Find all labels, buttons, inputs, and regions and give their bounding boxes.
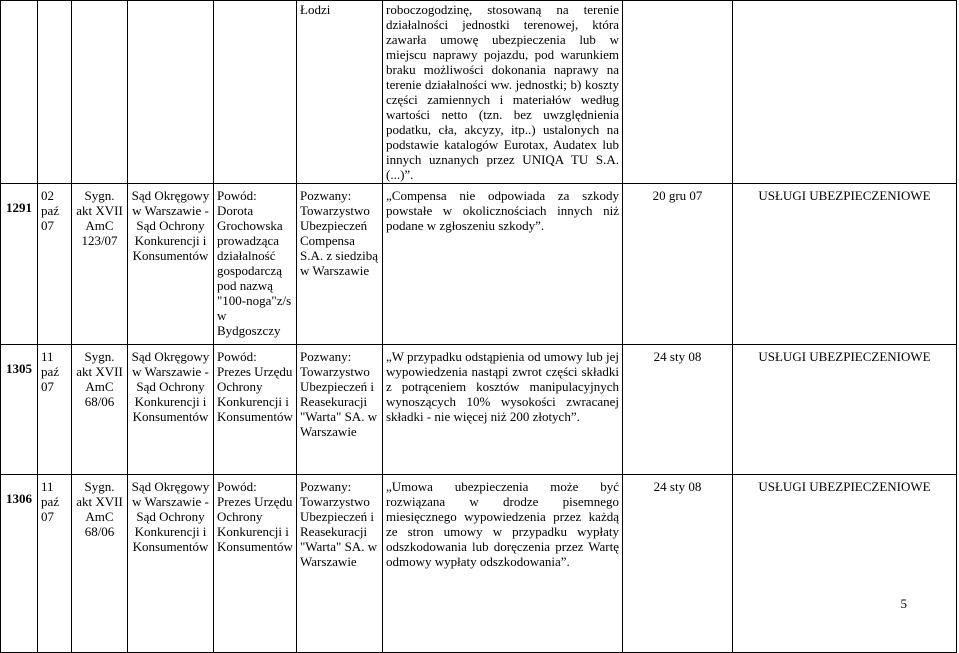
plaintiff: Powód: Dorota Grochowska prowadząca działalność gospodarczą pod nazwą "100-noga"z/s w Bydgoszczy xyxy=(214,184,297,345)
branch xyxy=(733,1,957,184)
defendant: Pozwany: Towarzystwo Ubezpieczeń Compensa S.A. z siedzibą w Warszawie xyxy=(297,184,383,345)
page-number: 5 xyxy=(900,596,907,611)
branch: USŁUGI UBEZPIECZENIOWE xyxy=(733,345,957,475)
clause-text: „Compensa nie odpowiada za szkody powstałe w okolicznościach innych niż podane w zgłoszeniu szkody”. xyxy=(383,184,623,345)
plaintiff: Powód: Prezes Urzędu Ochrony Konkurencji i Konsumentów xyxy=(214,475,297,653)
branch: USŁUGI UBEZPIECZENIOWE xyxy=(733,184,957,345)
case-signature: Sygn. akt XVII AmC 68/06 xyxy=(72,475,128,653)
entry-number: 1306 xyxy=(1,475,38,653)
table-row xyxy=(1,345,957,475)
court-name xyxy=(128,1,214,184)
clause-text: „W przypadku odstąpienia od umowy lub jej wypowiedzenia nastąpi zwrot części składki z potrąceniem kosztów manipulacyjnych wynoszących 10% wysokości zwracanej składki - nie więcej niż 200 złotych”. xyxy=(383,345,623,475)
ruling-date: 11 paź 07 xyxy=(38,345,72,475)
entry-number: 1305 xyxy=(1,345,38,475)
ruling-date: 11 paź 07 xyxy=(38,475,72,653)
clause-text: roboczogodzinę, stosowaną na terenie działalności jednostki terenowej, która zawarła umowę ubezpieczenia lub w miejscu naprawy pojazdu, pod warunkiem braku możliwości dokonania naprawy na terenie działalności ww. jednostki; b) koszty części zamiennych i materiałów według wartości netto (tzn. bez uwzględnienia podatku, cła, akcyzy, itp..) ustalonych na podstawie katalogów Eurotax, Audatex lub innych uznanych przez UNIQA TU S.A. (...)”. xyxy=(383,1,623,184)
entry-date: 20 gru 07 xyxy=(623,184,733,345)
table-row xyxy=(1,475,957,653)
court-name: Sąd Okręgowy w Warszawie - Sąd Ochrony Konkurencji i Konsumentów xyxy=(128,345,214,475)
defendant: Łodzi xyxy=(297,1,383,184)
plaintiff xyxy=(214,1,297,184)
entry-date: 24 sty 08 xyxy=(623,475,733,653)
entry-number: 1291 xyxy=(1,184,38,345)
table-row xyxy=(1,1,957,184)
case-signature: Sygn. akt XVII AmC 68/06 xyxy=(72,345,128,475)
case-signature xyxy=(72,1,128,184)
branch: USŁUGI UBEZPIECZENIOWE xyxy=(733,475,957,653)
plaintiff: Powód: Prezes Urzędu Ochrony Konkurencji i Konsumentów xyxy=(214,345,297,475)
court-name: Sąd Okręgowy w Warszawie - Sąd Ochrony Konkurencji i Konsumentów xyxy=(128,184,214,345)
entry-date xyxy=(623,1,733,184)
ruling-date xyxy=(38,1,72,184)
table-row xyxy=(1,184,957,345)
clause-text: „Umowa ubezpieczenia może być rozwiązana w drodze pisemnego miesięcznego wypowiedzenia przez każdą ze stron umowy w przypadku wypłaty odszkodowania lub doręczenia przez Wartę odmowy wypłaty odszkodowania”. xyxy=(383,475,623,653)
defendant: Pozwany: Towarzystwo Ubezpieczeń i Reasekuracji "Warta" SA. w Warszawie xyxy=(297,345,383,475)
case-signature: Sygn. akt XVII AmC 123/07 xyxy=(72,184,128,345)
ruling-date: 02 paź 07 xyxy=(38,184,72,345)
entry-date: 24 sty 08 xyxy=(623,345,733,475)
entry-number xyxy=(1,1,38,184)
court-name: Sąd Okręgowy w Warszawie - Sąd Ochrony Konkurencji i Konsumentów xyxy=(128,475,214,653)
defendant: Pozwany: Towarzystwo Ubezpieczeń i Reasekuracji "Warta" SA. w Warszawie xyxy=(297,475,383,653)
